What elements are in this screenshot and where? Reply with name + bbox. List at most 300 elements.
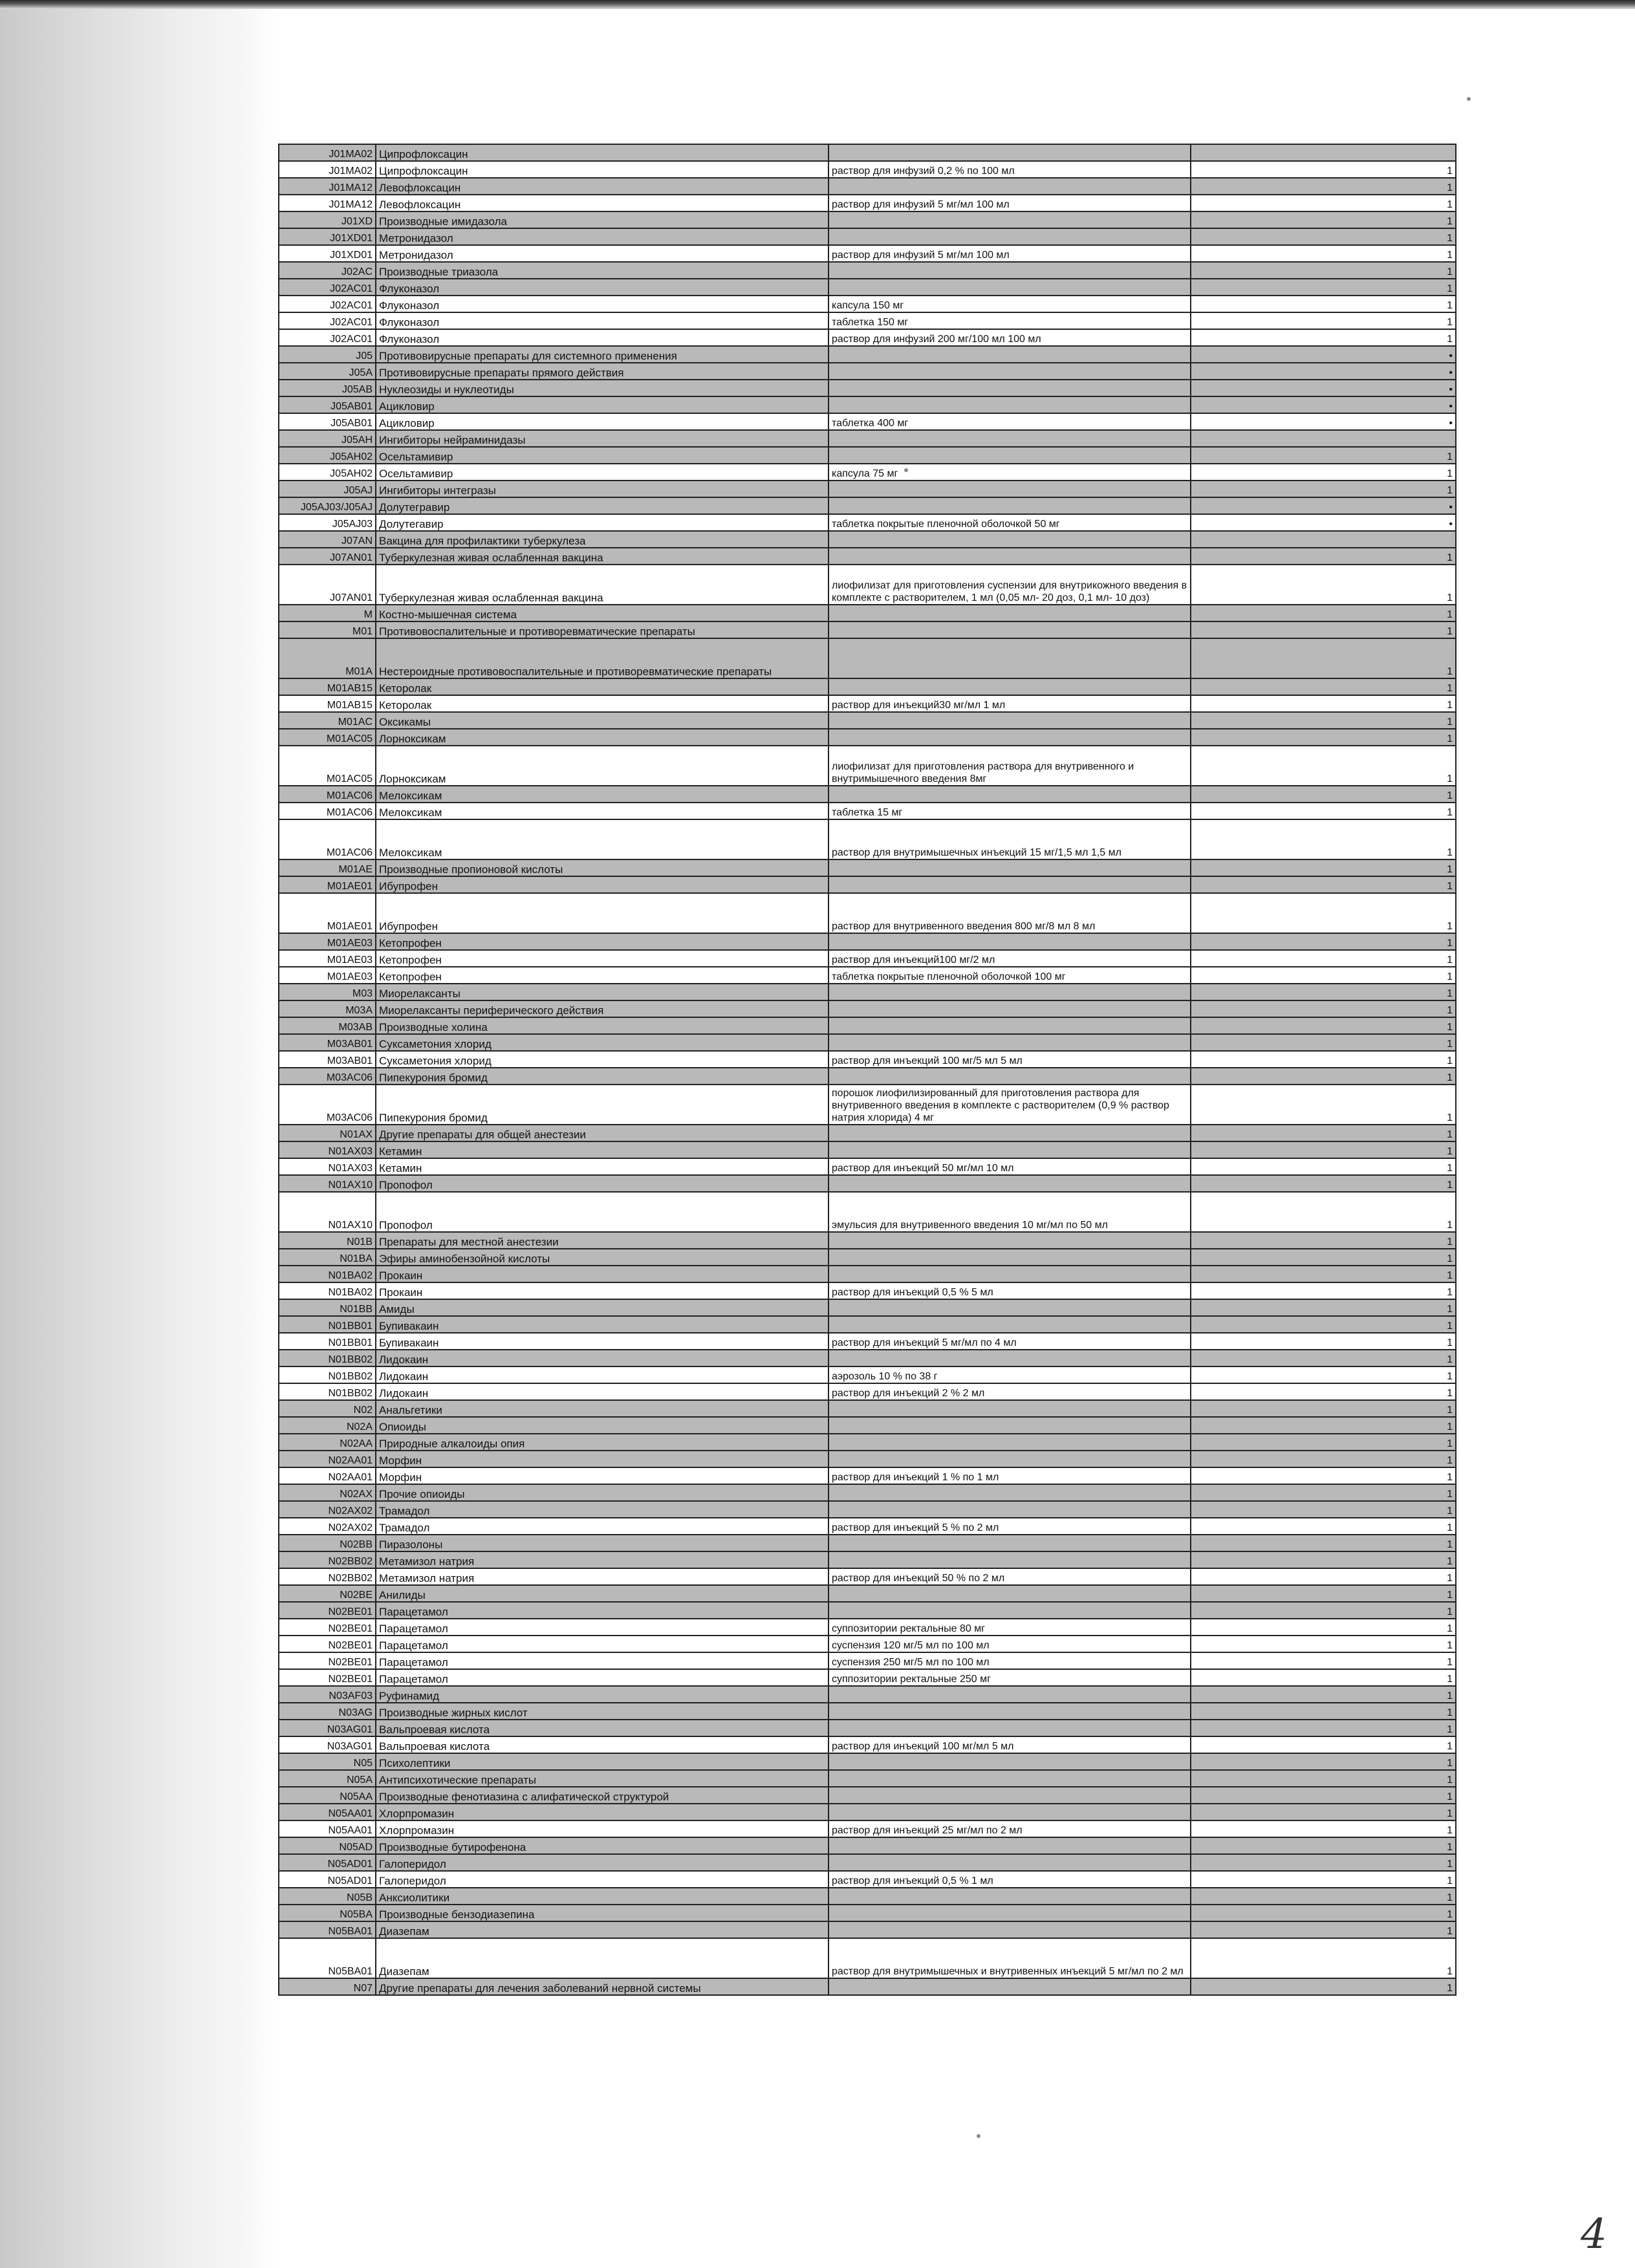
table-row <box>279 1232 1456 1249</box>
name-cell: Ципрофлоксацин <box>376 144 828 161</box>
dosage-form-cell <box>828 531 1191 548</box>
name-cell: Трамадол <box>376 1501 828 1518</box>
table-row <box>279 621 1456 638</box>
flag-cell: 1 <box>1191 1686 1456 1703</box>
table-row <box>279 228 1456 245</box>
flag-cell: 1 <box>1191 329 1456 346</box>
code-cell: M01AC05 <box>279 729 376 746</box>
name-cell: Метамизол натрия <box>376 1551 828 1568</box>
page-number: 4 <box>1581 2210 1607 2258</box>
code-cell: N01BA02 <box>279 1282 376 1299</box>
dosage-form-cell <box>828 1804 1191 1820</box>
name-cell: Противовоспалительные и противоревматические препараты <box>376 621 828 638</box>
code-cell: J02AC01 <box>279 312 376 329</box>
dosage-form-cell <box>828 1125 1191 1141</box>
code-cell: N05AA01 <box>279 1804 376 1820</box>
dosage-form-cell <box>828 1753 1191 1770</box>
name-cell: Производные холина <box>376 1017 828 1034</box>
code-cell: J02AC01 <box>279 296 376 312</box>
table-row <box>279 729 1456 746</box>
name-cell: Лидокаин <box>376 1350 828 1366</box>
dosage-form-cell: раствор для инъекций 25 мг/мл по 2 мл <box>828 1820 1191 1837</box>
code-cell: N02 <box>279 1400 376 1417</box>
dosage-form-cell <box>828 1888 1191 1905</box>
table-row <box>279 1720 1456 1736</box>
name-cell: Пропофол <box>376 1192 828 1232</box>
name-cell: Кетамин <box>376 1141 828 1158</box>
name-cell: Диазепам <box>376 1938 828 1978</box>
name-cell: Другие препараты для лечения заболеваний нервной системы <box>376 1978 828 1995</box>
code-cell: N02AA01 <box>279 1467 376 1484</box>
flag-cell: 1 <box>1191 1192 1456 1232</box>
flag-cell: 1 <box>1191 1383 1456 1400</box>
table-row <box>279 1125 1456 1141</box>
table-row <box>279 967 1456 984</box>
code-cell: N05BA01 <box>279 1938 376 1978</box>
code-cell: M01AC <box>279 712 376 729</box>
dosage-form-cell <box>828 1350 1191 1366</box>
flag-cell: 1 <box>1191 1316 1456 1333</box>
name-cell: Производные триазола <box>376 262 828 279</box>
code-cell: N03AF03 <box>279 1686 376 1703</box>
code-cell: J07AN <box>279 531 376 548</box>
code-cell: N02AX02 <box>279 1518 376 1535</box>
table-row <box>279 481 1456 497</box>
flag-cell: 1 <box>1191 195 1456 211</box>
table-row <box>279 211 1456 228</box>
name-cell: Метамизол натрия <box>376 1568 828 1585</box>
code-cell: M01AC06 <box>279 819 376 859</box>
table-row <box>279 1085 1456 1125</box>
code-cell: N01BA <box>279 1249 376 1266</box>
table-row <box>279 1804 1456 1820</box>
name-cell: Хлорпромазин <box>376 1804 828 1820</box>
table-row <box>279 1175 1456 1192</box>
name-cell: Прочие опиоиды <box>376 1484 828 1501</box>
table-row <box>279 1619 1456 1636</box>
table-row <box>279 1192 1456 1232</box>
dosage-form-cell: раствор для инъекций 5 мг/мл по 4 мл <box>828 1333 1191 1350</box>
table-row <box>279 1669 1456 1686</box>
table-row <box>279 1417 1456 1434</box>
flag-cell: 1 <box>1191 1158 1456 1175</box>
table-row <box>279 893 1456 933</box>
table-row <box>279 1978 1456 1995</box>
code-cell: J05AH02 <box>279 447 376 464</box>
code-cell: N05 <box>279 1753 376 1770</box>
flag-cell: 1 <box>1191 1568 1456 1585</box>
table-row <box>279 312 1456 329</box>
table-row <box>279 497 1456 514</box>
table-row <box>279 1034 1456 1051</box>
dosage-form-cell: раствор для инъекций 100 мг/5 мл 5 мл <box>828 1051 1191 1068</box>
code-cell: J01XD01 <box>279 245 376 262</box>
table-row <box>279 1017 1456 1034</box>
table-row <box>279 1282 1456 1299</box>
flag-cell: 1 <box>1191 1652 1456 1669</box>
code-cell: N02BE01 <box>279 1669 376 1686</box>
code-cell: N03AG01 <box>279 1720 376 1736</box>
code-cell: M03A <box>279 1000 376 1017</box>
name-cell: Туберкулезная живая ослабленная вакцина <box>376 548 828 565</box>
dosage-form-cell <box>828 363 1191 380</box>
code-cell: J01MA12 <box>279 178 376 195</box>
code-cell: J05AJ <box>279 481 376 497</box>
name-cell: Левофлоксацин <box>376 178 828 195</box>
flag-cell: 1 <box>1191 893 1456 933</box>
flag-cell: 1 <box>1191 1820 1456 1837</box>
code-cell: N02BB02 <box>279 1551 376 1568</box>
dosage-form-cell <box>828 984 1191 1000</box>
dosage-form-cell: капсула 75 мг <box>828 464 1191 481</box>
dosage-form-cell <box>828 1434 1191 1451</box>
name-cell: Долутегравир <box>376 497 828 514</box>
flag-cell: 1 <box>1191 1282 1456 1299</box>
dosage-form-cell <box>828 1299 1191 1316</box>
code-cell: N05AA <box>279 1787 376 1804</box>
table-row <box>279 1736 1456 1753</box>
dosage-form-cell: раствор для внутримышечных и внутривенных инъекций 5 мг/мл по 2 мл <box>828 1938 1191 1978</box>
name-cell: Мелоксикам <box>376 819 828 859</box>
code-cell: M01AE03 <box>279 967 376 984</box>
dosage-form-cell: суппозитории ректальные 250 мг <box>828 1669 1191 1686</box>
table-row <box>279 1636 1456 1652</box>
name-cell: Анальгетики <box>376 1400 828 1417</box>
table-row <box>279 296 1456 312</box>
name-cell: Суксаметония хлорид <box>376 1051 828 1068</box>
code-cell: N01AX10 <box>279 1175 376 1192</box>
dosage-form-cell <box>828 1000 1191 1017</box>
code-cell: J05AB01 <box>279 413 376 430</box>
flag-cell: 1 <box>1191 1770 1456 1787</box>
name-cell: Прокаин <box>376 1266 828 1282</box>
name-cell: Ципрофлоксацин <box>376 161 828 178</box>
table-row <box>279 245 1456 262</box>
name-cell: Хлорпромазин <box>376 1820 828 1837</box>
flag-cell: 1 <box>1191 1888 1456 1905</box>
name-cell: Пиразолоны <box>376 1535 828 1551</box>
dosage-form-cell: раствор для внутривенного введения 800 мг/8 мл 8 мл <box>828 893 1191 933</box>
name-cell: Ибупрофен <box>376 893 828 933</box>
code-cell: N05BA01 <box>279 1921 376 1938</box>
table-row <box>279 1158 1456 1175</box>
name-cell: Долутегавир <box>376 514 828 531</box>
flag-cell: 1 <box>1191 464 1456 481</box>
dosage-form-cell <box>828 1686 1191 1703</box>
flag-cell: 1 <box>1191 1854 1456 1871</box>
code-cell: J05AJ03/J05AJ <box>279 497 376 514</box>
name-cell: Парацетамол <box>376 1636 828 1652</box>
dosage-form-cell: суспензия 120 мг/5 мл по 100 мл <box>828 1636 1191 1652</box>
dosage-form-cell: таблетка 150 мг <box>828 312 1191 329</box>
code-cell: J05AJ03 <box>279 514 376 531</box>
dosage-form-cell <box>828 1249 1191 1266</box>
code-cell: M03AB <box>279 1017 376 1034</box>
code-cell: N02AX <box>279 1484 376 1501</box>
dosage-form-cell: раствор для инъекций 5 % по 2 мл <box>828 1518 1191 1535</box>
code-cell: M01AE <box>279 859 376 876</box>
table-row <box>279 1299 1456 1316</box>
scan-speck <box>1467 97 1471 101</box>
table-row <box>279 984 1456 1000</box>
name-cell: Опиоиды <box>376 1417 828 1434</box>
code-cell: N02BB <box>279 1535 376 1551</box>
flag-cell: 1 <box>1191 1175 1456 1192</box>
name-cell: Флуконазол <box>376 329 828 346</box>
flag-cell: 1 <box>1191 1000 1456 1017</box>
name-cell: Миорелаксанты периферического действия <box>376 1000 828 1017</box>
dosage-form-cell: раствор для инъекций 50 мг/мл 10 мл <box>828 1158 1191 1175</box>
dosage-form-cell: раствор для инъекций 2 % 2 мл <box>828 1383 1191 1400</box>
dosage-form-cell: раствор для инъекций 0,5 % 1 мл <box>828 1871 1191 1888</box>
drug-list-table <box>278 144 1456 1996</box>
name-cell: Мелоксикам <box>376 786 828 803</box>
code-cell: N01BB <box>279 1299 376 1316</box>
dosage-form-cell <box>828 1417 1191 1434</box>
code-cell: N02BE01 <box>279 1652 376 1669</box>
name-cell: Туберкулезная живая ослабленная вакцина <box>376 565 828 605</box>
code-cell: J05AH <box>279 430 376 447</box>
dosage-form-cell <box>828 678 1191 695</box>
name-cell: Кетопрофен <box>376 950 828 967</box>
code-cell: J01MA02 <box>279 144 376 161</box>
table-row <box>279 565 1456 605</box>
flag-cell: 1 <box>1191 803 1456 819</box>
name-cell: Ингибиторы нейраминидазы <box>376 430 828 447</box>
flag-cell: 1 <box>1191 178 1456 195</box>
code-cell: M01AE03 <box>279 933 376 950</box>
name-cell: Парацетамол <box>376 1619 828 1636</box>
name-cell: Производные имидазола <box>376 211 828 228</box>
table-row <box>279 1787 1456 1804</box>
code-cell: N02AA01 <box>279 1451 376 1467</box>
flag-cell: 1 <box>1191 1125 1456 1141</box>
dosage-form-cell: раствор для инфузий 200 мг/100 мл 100 мл <box>828 329 1191 346</box>
flag-cell: 1 <box>1191 819 1456 859</box>
flag-cell: 1 <box>1191 1467 1456 1484</box>
flag-cell: 1 <box>1191 548 1456 565</box>
name-cell: Парацетамол <box>376 1652 828 1669</box>
dosage-form-cell <box>828 144 1191 161</box>
name-cell: Костно-мышечная система <box>376 605 828 621</box>
name-cell: Бупивакаин <box>376 1316 828 1333</box>
code-cell: N02AX02 <box>279 1501 376 1518</box>
name-cell: Пипекурония бромид <box>376 1068 828 1085</box>
table-row <box>279 1854 1456 1871</box>
code-cell: N05AD01 <box>279 1871 376 1888</box>
flag-cell: 1 <box>1191 678 1456 695</box>
table-row <box>279 161 1456 178</box>
flag-cell: 1 <box>1191 1518 1456 1535</box>
flag-cell: 1 <box>1191 621 1456 638</box>
code-cell: N01AX10 <box>279 1192 376 1232</box>
name-cell: Флуконазол <box>376 279 828 296</box>
name-cell: Лорноксикам <box>376 746 828 786</box>
dosage-form-cell <box>828 380 1191 396</box>
code-cell: J07AN01 <box>279 565 376 605</box>
name-cell: Ибупрофен <box>376 876 828 893</box>
name-cell: Препараты для местной анестезии <box>376 1232 828 1249</box>
dosage-form-cell <box>828 712 1191 729</box>
flag-cell: 1 <box>1191 695 1456 712</box>
name-cell: Производные пропионовой кислоты <box>376 859 828 876</box>
table-row <box>279 346 1456 363</box>
table-row <box>279 678 1456 695</box>
scan-speck <box>977 2134 980 2138</box>
dosage-form-cell: таблетка 15 мг <box>828 803 1191 819</box>
name-cell: Оксикамы <box>376 712 828 729</box>
name-cell: Бупивакаин <box>376 1333 828 1350</box>
dosage-form-cell: суппозитории ректальные 80 мг <box>828 1619 1191 1636</box>
flag-cell: 1 <box>1191 1017 1456 1034</box>
flag-cell <box>1191 430 1456 447</box>
code-cell: N01AX <box>279 1125 376 1141</box>
flag-cell: 1 <box>1191 1400 1456 1417</box>
dosage-form-cell <box>828 1978 1191 1995</box>
flag-cell <box>1191 531 1456 548</box>
name-cell: Кетопрофен <box>376 933 828 950</box>
code-cell: N01AX03 <box>279 1141 376 1158</box>
name-cell: Антипсихотические препараты <box>376 1770 828 1787</box>
flag-cell: 1 <box>1191 1232 1456 1249</box>
code-cell: J01XD <box>279 211 376 228</box>
name-cell: Суксаметония хлорид <box>376 1034 828 1051</box>
table-row <box>279 819 1456 859</box>
flag-cell: 1 <box>1191 1434 1456 1451</box>
code-cell: M03AB01 <box>279 1051 376 1068</box>
dosage-form-cell: лиофилизат для приготовления раствора для внутривенного и внутримышечного введения 8мг <box>828 746 1191 786</box>
flag-cell: 1 <box>1191 1535 1456 1551</box>
table-row <box>279 396 1456 413</box>
table-row <box>279 859 1456 876</box>
flag-cell: • <box>1191 497 1456 514</box>
name-cell: Производные фенотиазина с алифатической структурой <box>376 1787 828 1804</box>
table-row <box>279 1467 1456 1484</box>
dosage-form-cell <box>828 876 1191 893</box>
name-cell: Производные бутирофенона <box>376 1837 828 1854</box>
name-cell: Парацетамол <box>376 1669 828 1686</box>
code-cell: N02A <box>279 1417 376 1434</box>
table-row <box>279 1770 1456 1787</box>
flag-cell: 1 <box>1191 262 1456 279</box>
code-cell: M03AB01 <box>279 1034 376 1051</box>
flag-cell: 1 <box>1191 984 1456 1000</box>
flag-cell: 1 <box>1191 1787 1456 1804</box>
table-row <box>279 1366 1456 1383</box>
dosage-form-cell <box>828 1787 1191 1804</box>
name-cell: Метронидазол <box>376 228 828 245</box>
code-cell: J07AN01 <box>279 548 376 565</box>
flag-cell: 1 <box>1191 1871 1456 1888</box>
table-row <box>279 1820 1456 1837</box>
flag-cell: • <box>1191 413 1456 430</box>
table-row <box>279 1686 1456 1703</box>
table-row <box>279 1400 1456 1417</box>
flag-cell: 1 <box>1191 876 1456 893</box>
table-row <box>279 1535 1456 1551</box>
name-cell: Осельтамивир <box>376 464 828 481</box>
dosage-form-cell <box>828 481 1191 497</box>
dosage-form-cell <box>828 1232 1191 1249</box>
dosage-form-cell: эмульсия для внутривенного введения 10 мг/мл по 50 мл <box>828 1192 1191 1232</box>
name-cell: Вальпроевая кислота <box>376 1736 828 1753</box>
flag-cell: 1 <box>1191 211 1456 228</box>
code-cell: M01AE01 <box>279 893 376 933</box>
flag-cell: 1 <box>1191 279 1456 296</box>
flag-cell: 1 <box>1191 746 1456 786</box>
code-cell: N01BA02 <box>279 1266 376 1282</box>
dosage-form-cell <box>828 1451 1191 1467</box>
dosage-form-cell <box>828 1770 1191 1787</box>
name-cell: Ингибиторы интегразы <box>376 481 828 497</box>
code-cell: J02AC01 <box>279 329 376 346</box>
code-cell: N01BB01 <box>279 1333 376 1350</box>
table-row <box>279 1266 1456 1282</box>
table-row <box>279 464 1456 481</box>
dosage-form-cell <box>828 548 1191 565</box>
flag-cell: 1 <box>1191 1938 1456 1978</box>
dosage-form-cell <box>828 279 1191 296</box>
name-cell: Диазепам <box>376 1921 828 1938</box>
code-cell: M01AB15 <box>279 678 376 695</box>
flag-cell: 1 <box>1191 481 1456 497</box>
table-row <box>279 605 1456 621</box>
table-row <box>279 1905 1456 1921</box>
flag-cell: 1 <box>1191 1350 1456 1366</box>
name-cell: Другие препараты для общей анестезии <box>376 1125 828 1141</box>
flag-cell: 1 <box>1191 859 1456 876</box>
flag-cell: 1 <box>1191 1921 1456 1938</box>
name-cell: Эфиры аминобензойной кислоты <box>376 1249 828 1266</box>
dosage-form-cell <box>828 430 1191 447</box>
dosage-form-cell: раствор для инъекций30 мг/мл 1 мл <box>828 695 1191 712</box>
flag-cell: • <box>1191 346 1456 363</box>
code-cell: N03AG01 <box>279 1736 376 1753</box>
name-cell: Вальпроевая кислота <box>376 1720 828 1736</box>
code-cell: M01AC05 <box>279 746 376 786</box>
table-row <box>279 1753 1456 1770</box>
name-cell: Галоперидол <box>376 1871 828 1888</box>
flag-cell: 1 <box>1191 1669 1456 1686</box>
flag-cell: • <box>1191 396 1456 413</box>
table-row <box>279 746 1456 786</box>
table-row <box>279 876 1456 893</box>
dosage-form-cell <box>828 178 1191 195</box>
dosage-form-cell <box>828 1034 1191 1051</box>
code-cell: M <box>279 605 376 621</box>
code-cell: N05B <box>279 1888 376 1905</box>
flag-cell: 1 <box>1191 729 1456 746</box>
name-cell: Руфинамид <box>376 1686 828 1703</box>
code-cell: J05 <box>279 346 376 363</box>
dosage-form-cell: раствор для инфузий 5 мг/мл 100 мл <box>828 195 1191 211</box>
table-row <box>279 1451 1456 1467</box>
flag-cell: 1 <box>1191 1978 1456 1995</box>
scan-speck <box>904 468 908 472</box>
dosage-form-cell: раствор для инъекций100 мг/2 мл <box>828 950 1191 967</box>
flag-cell: 1 <box>1191 1266 1456 1282</box>
code-cell: N01BB02 <box>279 1383 376 1400</box>
flag-cell: 1 <box>1191 1085 1456 1125</box>
flag-cell: • <box>1191 380 1456 396</box>
name-cell: Производные жирных кислот <box>376 1703 828 1720</box>
name-cell: Флуконазол <box>376 312 828 329</box>
dosage-form-cell <box>828 859 1191 876</box>
dosage-form-cell: раствор для инфузий 0,2 % по 100 мл <box>828 161 1191 178</box>
code-cell: M01AE03 <box>279 950 376 967</box>
table-row <box>279 363 1456 380</box>
code-cell: M01 <box>279 621 376 638</box>
